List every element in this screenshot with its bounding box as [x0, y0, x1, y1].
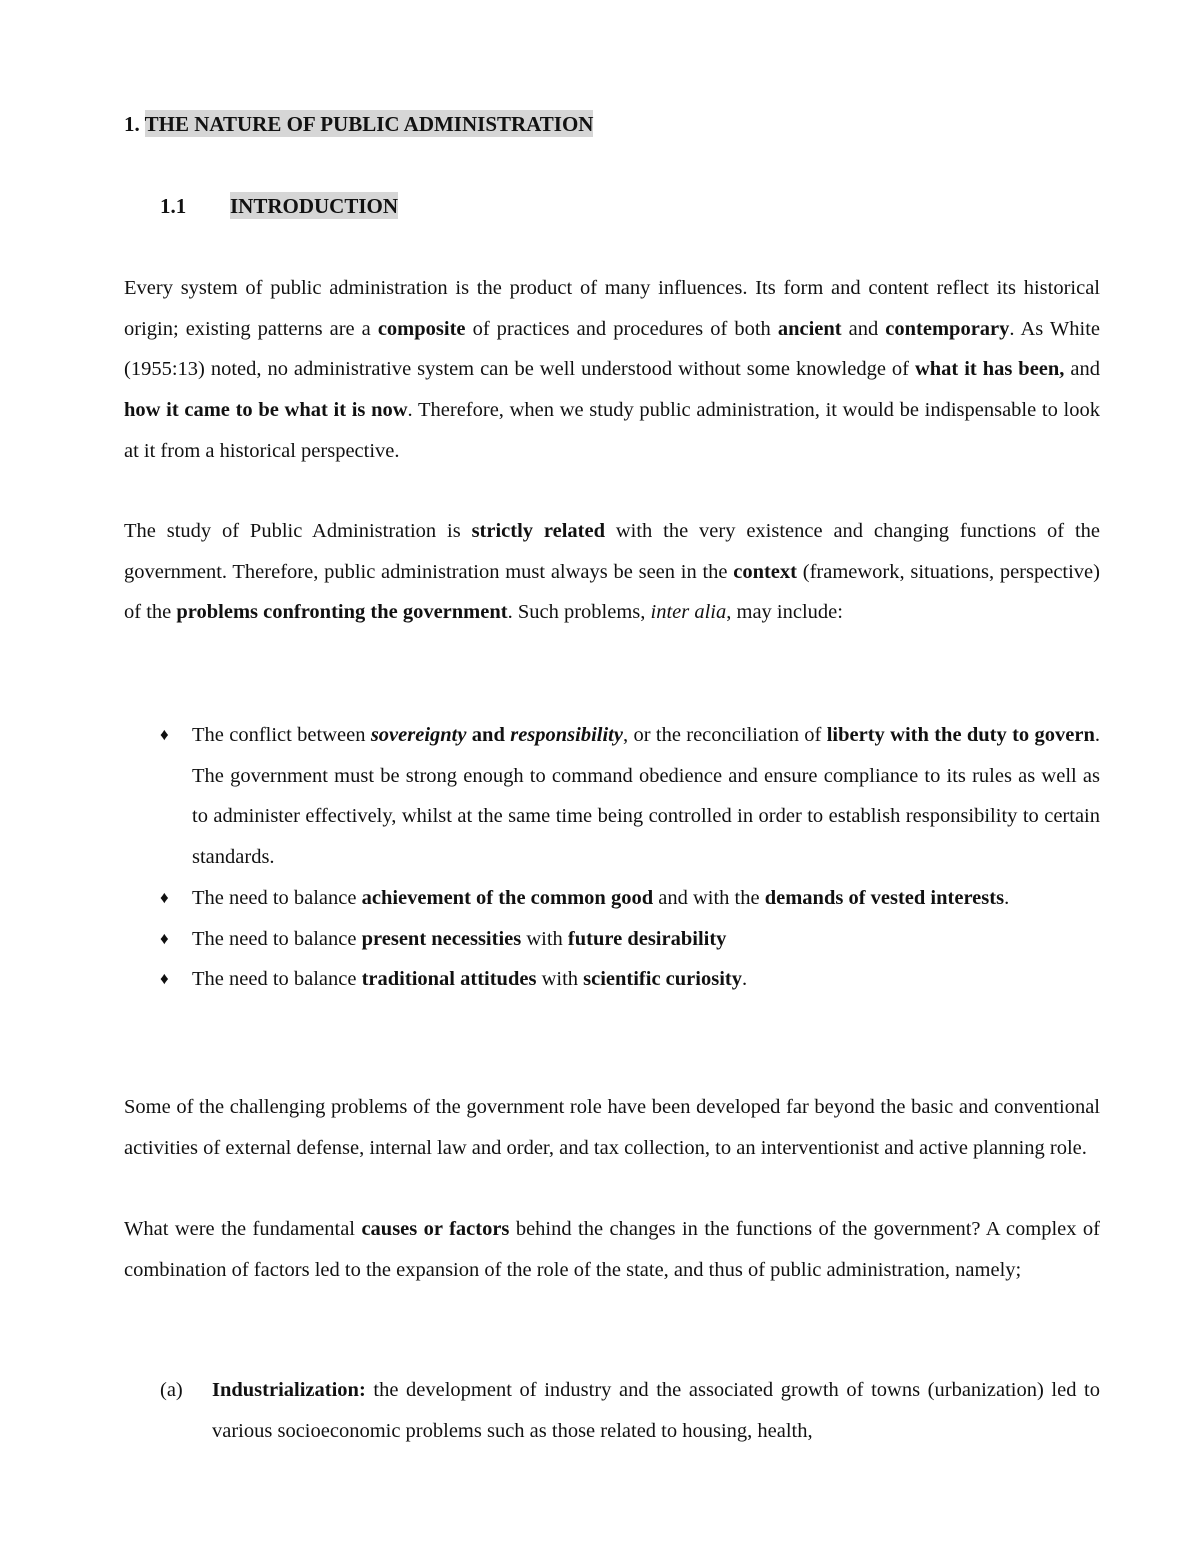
bold-term: context — [733, 560, 797, 583]
text-run: (framework, situations, perspective) of the — [124, 560, 1100, 624]
bold-italic-term: responsibility — [510, 724, 623, 746]
section-number: 1.1 — [160, 194, 187, 218]
diamond-bullet-icon: ♦ — [160, 725, 169, 744]
bold-term: strictly related — [471, 520, 605, 542]
bold-term: causes or factors — [361, 1218, 510, 1240]
text-run: The study of Public Administration is — [124, 520, 472, 542]
text-run: The need to balance — [192, 927, 362, 950]
paragraph-study — [124, 511, 1100, 633]
text-run: . Such problems, — [507, 601, 651, 624]
text-run: Some of the challenging problems of the government role have been developed far beyond the basic and conventional activities of external defense, internal law and order, and tax collection, to an interventionist and active planning role. — [124, 1096, 1100, 1159]
text-run: . — [741, 968, 748, 991]
section-heading — [160, 194, 398, 219]
bold-term: composite — [377, 317, 466, 340]
text-run: What were the fundamental — [124, 1218, 362, 1240]
paragraph-challenges — [124, 1087, 1100, 1168]
list-item — [124, 878, 1100, 919]
chapter-heading — [124, 112, 593, 137]
chapter-title: THE NATURE OF PUBLIC ADMINISTRATION — [144, 112, 594, 136]
bold-term: future desirability — [567, 927, 727, 950]
text-run: behind the changes in the functions of the government? A complex of combination of factors led to the expansion of the role of the state, and thus of public administration, namely; — [124, 1218, 1100, 1281]
text-run: . As White (1955:13) noted, no administrative system can be well understood without some knowledge of — [124, 317, 1100, 381]
bold-term: how it came to be what it is now — [124, 399, 408, 422]
item-text — [212, 1370, 1100, 1451]
text-run: of practices and procedures of both — [465, 317, 778, 340]
diamond-bullet-icon: ♦ — [160, 928, 169, 948]
text-run: with — [536, 968, 584, 991]
item-label: (a) — [160, 1379, 183, 1401]
bold-italic-term: sovereignty — [370, 724, 467, 746]
bold-term: what it has been, — [914, 358, 1065, 381]
bold-term: Industrialization: — [212, 1379, 366, 1401]
problems-list — [124, 715, 1100, 1000]
text-run: The need to balance — [192, 886, 362, 909]
bold-term: traditional attitudes — [361, 968, 537, 991]
text-run: The conflict between — [192, 724, 371, 746]
bold-term: scientific curiosity — [583, 968, 742, 991]
italic-term: inter alia — [650, 601, 727, 624]
bold-term: problems confronting the government — [176, 601, 508, 624]
text-run: the development of industry and the associated growth of towns (urbanization) led to various socioeconomic problems such as those related to housing, health, — [212, 1379, 1100, 1442]
text-run: , or the reconciliation of — [622, 724, 827, 746]
paragraph-factors — [124, 1209, 1100, 1290]
list-item — [124, 919, 1100, 960]
list-item — [124, 959, 1100, 1000]
text-run: . — [1004, 886, 1010, 909]
text-run: , may include: — [726, 601, 843, 624]
text-run: The need to balance — [192, 968, 362, 991]
text-run: with — [521, 927, 568, 950]
list-item — [124, 715, 1100, 878]
paragraph-intro — [124, 268, 1100, 472]
bold-term: and — [466, 724, 511, 746]
text-run: . The government must be strong enough to command obedience and ensure compliance to its rules as well as to administer effectively, whilst at the same time being controlled in order to establish responsibility to certain standards. — [192, 724, 1100, 869]
section-title: INTRODUCTION — [230, 194, 399, 218]
bold-term: contemporary — [885, 317, 1010, 340]
bold-term: demands of vested interests — [764, 886, 1005, 909]
text-run: . Therefore, when we study public administration, it would be indispensable to look at it from a historical perspective. — [124, 399, 1101, 462]
text-run: and — [1064, 358, 1100, 381]
bold-term: present necessities — [361, 927, 522, 950]
factor-item-industrialization — [124, 1370, 1100, 1451]
diamond-bullet-icon: ♦ — [160, 887, 169, 907]
text-run: and — [841, 317, 886, 340]
chapter-number: 1. — [124, 112, 140, 136]
text-run: with the very existence and changing functions of the government. Therefore, public administration must always be seen in the — [124, 520, 1101, 583]
bold-term: liberty with the duty to govern — [826, 724, 1095, 746]
bold-term: achievement of the common good — [361, 886, 654, 909]
text-run: and with the — [653, 886, 765, 909]
bold-term: ancient — [777, 317, 842, 340]
text-run: Every system of public administration is the product of many influences. Its form and content reflect its historical origin; existing patterns are a — [124, 277, 1100, 340]
diamond-bullet-icon: ♦ — [160, 969, 169, 989]
